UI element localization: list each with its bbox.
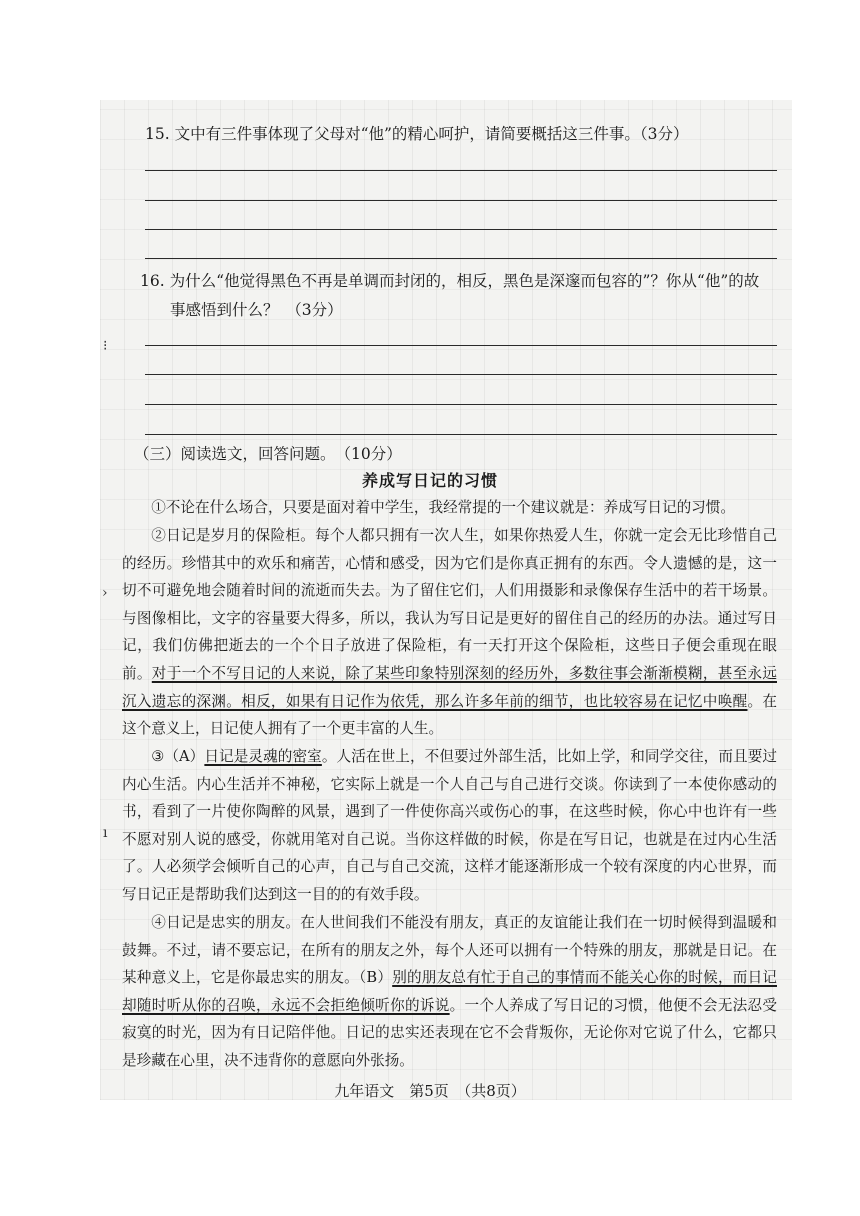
article-title: 养成写日记的习惯 [361,471,498,490]
underlined-phrase-a: 日记是灵魂的密室 [204,748,322,765]
paragraph-2: ②日记是岁月的保险柜。每个人都只拥有一次人生，如果你热爱人生，你就一定会无比珍惜自己的经历。珍惜其中的欢乐和痛苦，心情和感受，因为它们是你真正拥有的东西。令人遗憾的是，这一切不可避免地会随着时间的流逝而失去。为了留住它们，人们用摄影和录像保存生活中的若干场景。与图像相比，文字的容量要大得多，所以，我认为写日记是更好的留住自己的经历的办法。通过写日记，我们仿佛把逝去的一个个日子放进了保险柜，有一天打开这个保险柜，这些日子便会重现在眼前。对于一个不写日记的人来说，除了某些印象特别深刻的经历外，多数往事会渐渐模糊，甚至永远沉入遗忘的深渊。相反，如果有日记作为依凭，那么许多年前的细节，也比较容易在记忆中唤醒。在这个意义上，日记使人拥有了一个更丰富的人生。 [122,527,777,738]
underlined-sentence: 对于一个不写日记的人来说，除了某些印象特别深刻的经历外，多数往事会渐渐模糊，甚至永远沉入遗忘的深渊。相反，如果有日记作为依凭，那么许多年前的细节，也比较容易在记忆中唤醒 [122,664,777,710]
answer-line [145,434,777,435]
underlined-sentence-b: 别的朋友总有忙于自己的事情而不能关心你的时候，而日记却随时听从你的召唤，永远不会拒绝倾听你的诉说 [122,969,777,1014]
paragraph-3: ③（A）日记是灵魂的密室。人活在世上，不但要过外部生活，比如上学，和同学交往，而且要过内心生活。内心生活并不神秘，它实际上就是一个人自己与自己进行交谈。你读到了一本使你感动的书，看到了一片使你陶醉的风景，遇到了一件使你高兴或伤心的事，在这些时候，你心中也许有一些不愿对别人说的感受，你就用笔对自己说。当你这样做的时候，你是在写日记，也就是在过内心生活了。人必须学会倾听自己的心声，自己与自己交流，这样才能逐渐形成一个较有深度的内心世界，而写日记正是帮助我们达到这一目的的有效手段。 [122,748,777,903]
question-16-line2: 事感悟到什么？ （3分） [170,301,343,319]
section-heading: （三）阅读选文，回答问题。 （10分） [134,445,402,463]
answer-line [145,404,777,405]
answer-line [145,345,777,346]
answer-line [145,170,777,171]
answer-line [145,374,777,375]
paragraph-4: ④日记是忠实的朋友。在人世间我们不能没有朋友，真正的友谊能让我们在一切时候得到温暖和鼓舞。不过，请不要忘记，在所有的朋友之外，每个人还可以拥有一个特殊的朋友，那就是日记。在某种意义上，它是你最忠实的朋友。（B）别的朋友总有忙于自己的事情而不能关心你的时候，而日记却随时听从你的召唤，永远不会拒绝倾听你的诉说。一个人养成了写日记的习惯，他便不会无法忍受寂寞的时光，因为有日记陪伴他。日记的忠实还表现在它不会背叛你，无论你对它说了什么，它都只是珍藏在心里，决不违背你的意愿向外张扬。 [122,914,777,1069]
answer-line [145,258,777,259]
answer-line [145,229,777,230]
page-footer: 九年语文 第5页 （共8页） [334,1082,526,1100]
question-15: 15. 文中有三件事体现了父母对“他”的精心呵护，请简要概括这三件事。（3分） [145,125,689,143]
answer-line [145,200,777,201]
margin-mark: ⁝ [103,338,108,354]
question-16-line1: 16. 为什么“他觉得黑色不再是单调而封闭的，相反，黑色是深邃而包容的”？你从“他”的故 [140,272,760,290]
margin-mark: › [102,585,108,601]
paragraph-1: ①不论在什么场合，只要是面对着中学生，我经常提的一个建议就是：养成写日记的习惯。 [151,499,735,516]
margin-mark: ı [103,825,108,841]
